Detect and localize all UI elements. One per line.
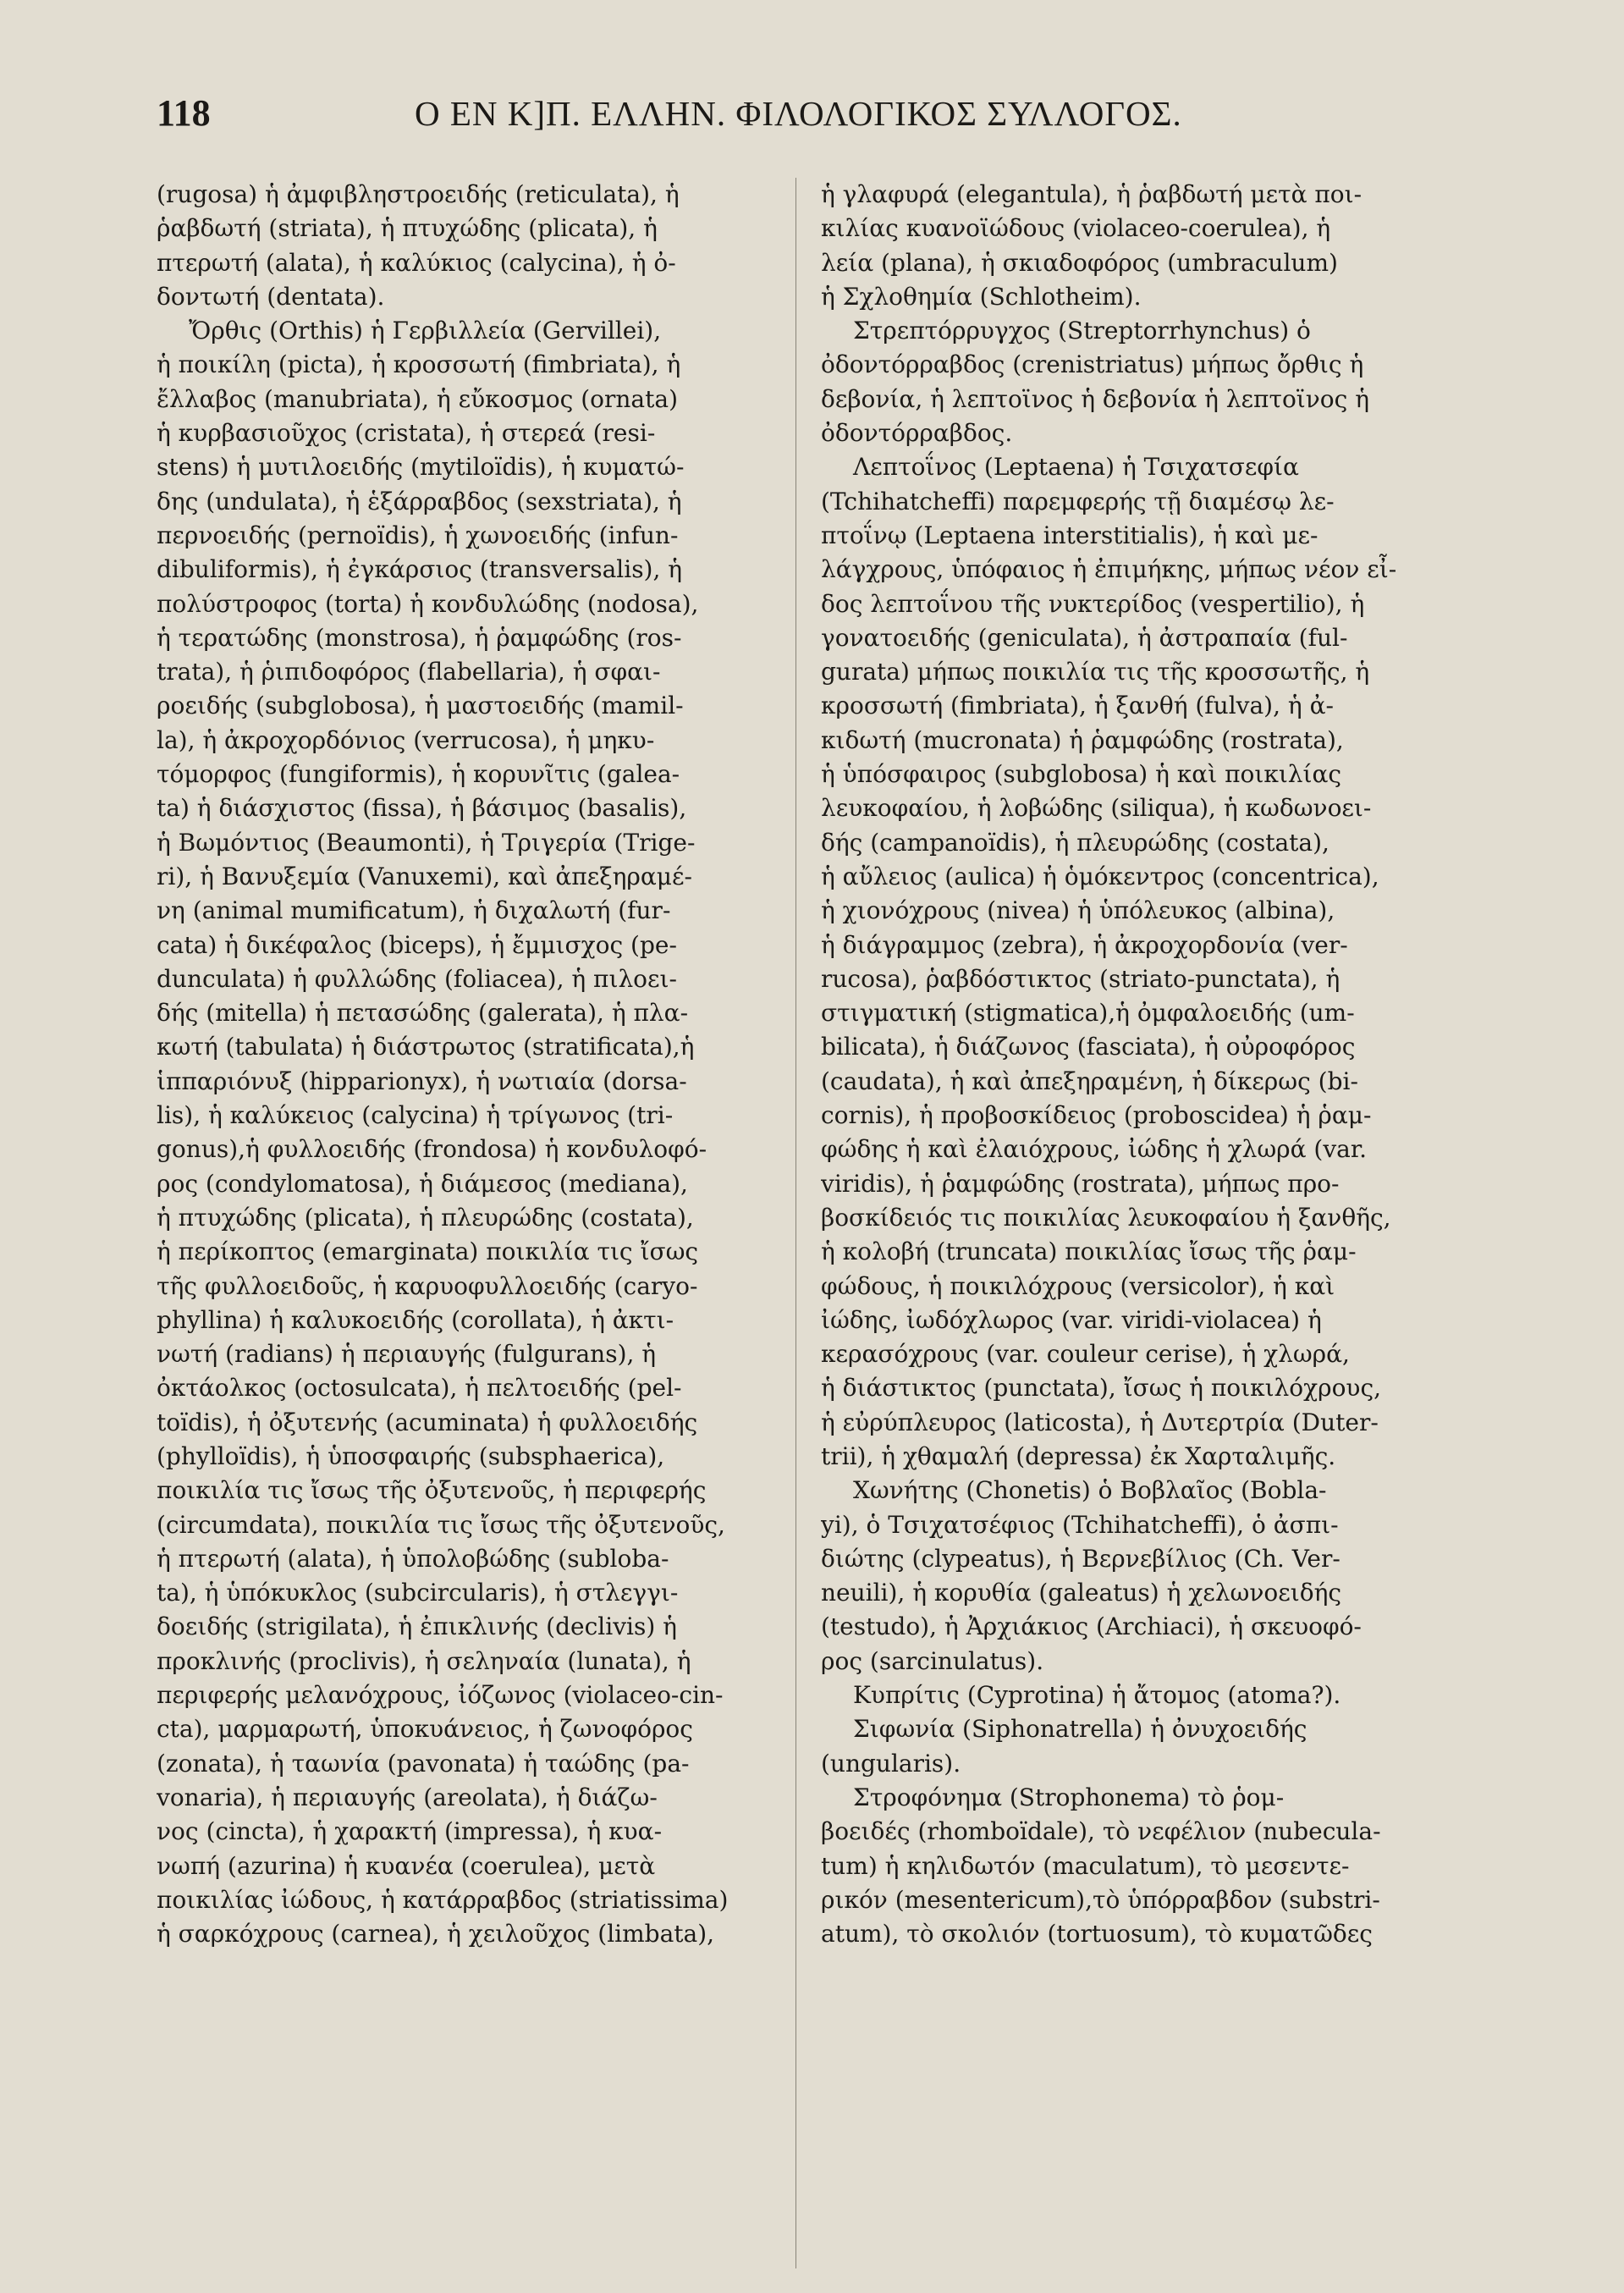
text-line: Ὄρθις (Orthis) ἡ Γερβιλλεία (Gervillei), bbox=[189, 317, 662, 345]
text-line: λάγχρους, ὑπόφαιος ἡ ἐπιμήκης, μήπως νέον εἶ- bbox=[821, 555, 1397, 584]
text-line: trii), ἡ χθαμαλή (depressa) ἐκ Χαρταλιμῆς. bbox=[821, 1441, 1336, 1470]
page-header bbox=[157, 91, 1240, 142]
running-head: Ο ΕΝ Κ]Π. ΕΛΛΗΝ. ΦΙΛΟΛΟΓΙΚΟΣ ΣΥΛΛΟΓΟΣ. bbox=[415, 94, 1182, 133]
text-line: δοειδής (strigilata), ἡ ἐπικλινής (declivis) ἡ bbox=[157, 1612, 677, 1641]
text-line: ἡ αὔλειος (aulica) ἡ ὁμόκεντρος (concentrica), bbox=[821, 862, 1379, 890]
text-line: la), ἡ ἀκροχορδόνιος (verrucosa), ἡ μηκυ- bbox=[157, 725, 655, 754]
text-line: ἰώδης, ἰωδόχλωρος (var. viridi-violacea) ἡ bbox=[821, 1305, 1322, 1334]
text-line: ἡ κυρβασιοῦχος (cristata), ἡ στερεά (resi- bbox=[157, 419, 656, 448]
text-line: (circumdata), ποικιλία τις ἴσως τῆς ὀξυτενοῦς, bbox=[157, 1510, 725, 1539]
text-line: δής (mitella) ἡ πετασώδης (galerata), ἡ πλα- bbox=[157, 999, 689, 1028]
text-line: vonaria), ἡ περιαυγής (areolata), ἡ διάζω- bbox=[157, 1783, 658, 1811]
text-line: gurata) μήπως ποικιλία τις τῆς κροσσωτῆς, ἡ bbox=[821, 658, 1370, 686]
text-line: gonus),ἡ φυλλοειδής (frondosa) ἡ κονδυλοφό- bbox=[157, 1135, 707, 1164]
left-column bbox=[157, 178, 774, 1951]
text-line: Στροφόνημα (Strophonema) τὸ ῥομ- bbox=[853, 1783, 1285, 1811]
text-line: Στρεπτόρρυγχος (Streptorrhynchus) ὁ bbox=[853, 317, 1311, 345]
text-line: viridis), ἡ ῥαμφώδης (rostrata), μήπως προ- bbox=[821, 1169, 1340, 1198]
text-line: Χωνήτης (Chonetis) ὁ Βοβλαῖος (Bobla- bbox=[853, 1476, 1327, 1505]
text-line: ροειδής (subglobosa), ἡ μαστοειδής (mamil- bbox=[157, 692, 684, 720]
text-line: βοσκίδειός τις ποικιλίας λευκοφαίου ἡ ξανθῆς, bbox=[821, 1203, 1391, 1232]
text-line: φώδης ἡ καὶ ἐλαιόχρους, ἰώδης ἡ χλωρά (var. bbox=[821, 1135, 1368, 1164]
text-line: ἡ ποικίλη (picta), ἡ κροσσωτή (fimbriata), ἡ bbox=[157, 350, 681, 379]
text-line: dibuliformis), ἡ ἐγκάρσιος (transversalis), ἡ bbox=[157, 555, 683, 584]
text-line: ἡ πτυχώδης (plicata), ἡ πλευρώδης (costata), bbox=[157, 1203, 694, 1232]
text-line: δής (campanoïdis), ἡ πλευρώδης (costata), bbox=[821, 828, 1329, 857]
text-line: ἡ τερατώδης (monstrosa), ἡ ῥαμφώδης (ros- bbox=[157, 623, 682, 652]
text-line: ὀδοντόρραβδος (crenistriatus) μήπως ὄρθις ἡ bbox=[821, 350, 1364, 379]
text-line: λεία (plana), ἡ σκιαδοφόρος (umbraculum) bbox=[821, 248, 1338, 277]
text-line: γονατοειδής (geniculata), ἡ ἀστραπαία (ful- bbox=[821, 623, 1348, 652]
text-line: cornis), ἡ προβοσκίδειος (proboscidea) ἡ ῥαμ- bbox=[821, 1101, 1372, 1130]
text-line: κερασόχρους (var. couleur cerise), ἡ χλωρά, bbox=[821, 1340, 1350, 1369]
text-line: ἡ σαρκόχρους (carnea), ἡ χειλοῦχος (limbata), bbox=[157, 1920, 715, 1948]
text-line: κιδωτή (mucronata) ἡ ῥαμφώδης (rostrata), bbox=[821, 725, 1344, 754]
text-line: διώτης (clypeatus), ἡ Βερνεβίλιος (Ch. Ver- bbox=[821, 1544, 1340, 1573]
page-number: 118 bbox=[157, 92, 211, 134]
text-line: (phylloïdis), ἡ ὑποσφαιρής (subsphaerica), bbox=[157, 1441, 665, 1470]
text-line: ἡ ὑπόσφαιρος (subglobosa) ἡ καὶ ποικιλίας bbox=[821, 760, 1342, 789]
text-line: ὀκτάολκος (octosulcata), ἡ πελτοειδής (pel- bbox=[157, 1374, 682, 1403]
text-line: ποικιλία τις ἴσως τῆς ὀξυτενοῦς, ἡ περιφερής bbox=[157, 1476, 707, 1505]
text-line: (ungularis). bbox=[821, 1749, 961, 1778]
text-line: ἡ διάστικτος (punctata), ἴσως ἡ ποικιλόχρους, bbox=[821, 1374, 1382, 1403]
text-line: ἡ γλαφυρά (elegantula), ἡ ῥαβδωτή μετὰ ποι- bbox=[821, 180, 1363, 208]
text-line: ἡ περίκοπτος (emarginata) ποικιλία τις ἴσως bbox=[157, 1237, 699, 1266]
text-line: cata) ἡ δικέφαλος (biceps), ἡ ἔμμισχος (pe- bbox=[157, 930, 677, 959]
text-line: ἡ πτερωτή (alata), ἡ ὑπολοβώδης (subloba- bbox=[157, 1544, 669, 1573]
text-line: δης (undulata), ἡ ἑξάρραβδος (sexstriata), ἡ bbox=[157, 487, 682, 515]
text-line: πολύστροφος (torta) ἡ κονδυλώδης (nodosa), bbox=[157, 589, 699, 618]
text-line: ὀδοντόρραβδος. bbox=[821, 419, 1013, 448]
text-line: ta), ἡ ὑπόκυκλος (subcircularis), ἡ στλεγγι- bbox=[157, 1579, 679, 1607]
text-line: toïdis), ἡ ὀξυτενής (acuminata) ἡ φυλλοειδής bbox=[157, 1408, 698, 1436]
text-line: φώδους, ἡ ποικιλόχρους (versicolor), ἡ καὶ bbox=[821, 1271, 1335, 1300]
text-line: στιγματική (stigmatica),ἡ ὀμφαλοειδής (um- bbox=[821, 999, 1355, 1028]
text-line: bilicata), ἡ διάζωνος (fasciata), ἡ οὐροφόρος bbox=[821, 1033, 1356, 1061]
text-line: κροσσωτή (fimbriata), ἡ ξανθή (fulva), ἡ ἀ- bbox=[821, 692, 1334, 720]
text-line: κωτή (tabulata) ἡ διάστρωτος (stratificata),ἡ bbox=[157, 1033, 695, 1061]
text-line: προκλινής (proclivis), ἡ σεληναία (lunata), ἡ bbox=[157, 1646, 691, 1675]
text-line: ρικόν (mesentericum),τὸ ὑπόρραβδον (substri- bbox=[821, 1885, 1380, 1914]
text-line: ἡ χιονόχρους (nivea) ἡ ὑπόλευκος (albina), bbox=[821, 896, 1335, 925]
text-line: λευκοφαίου, ἡ λοβώδης (siliqua), ἡ κωδωνοει- bbox=[821, 794, 1372, 823]
text-line: cta), μαρμαρωτή, ὑποκυάνειος, ἡ ζωνοφόρος bbox=[157, 1715, 693, 1744]
text-line: τῆς φυλλοειδοῦς, ἡ καρυοφυλλοειδής (caryo- bbox=[157, 1271, 698, 1300]
text-line: stens) ἡ μυτιλοειδής (mytiloïdis), ἡ κυματώ- bbox=[157, 453, 685, 482]
text-line: atum), τὸ σκολιόν (tortuosum), τὸ κυματῶδες bbox=[821, 1920, 1373, 1948]
text-line: Κυπρίτις (Cyprotina) ἡ ἄτομος (atoma?). bbox=[853, 1681, 1341, 1710]
text-line: δεβονία, ἡ λεπτοϊνος ἡ δεβονία ἡ λεπτοϊνος ἡ bbox=[821, 384, 1370, 413]
text-line: ri), ἡ Βανυξεμία (Vanuxemi), καὶ ἀπεξηραμέ- bbox=[157, 862, 692, 890]
text-line: ρος (condylomatosa), ἡ διάμεσος (mediana), bbox=[157, 1169, 688, 1198]
text-line: ἱππαριόνυξ (hipparionyx), ἡ νωτιαία (dorsa- bbox=[157, 1067, 687, 1095]
text-line: περιφερής μελανόχρους, ἰόζωνος (violaceo-cin- bbox=[157, 1681, 724, 1710]
text-line: περνοειδής (pernoïdis), ἡ χωνοειδής (infun- bbox=[157, 521, 679, 549]
text-line: ρος (sarcinulatus). bbox=[821, 1646, 1044, 1675]
text-line: κιλίας κυανοϊώδους (violaceo-coerulea), ἡ bbox=[821, 214, 1331, 243]
text-line: trata), ἡ ῥιπιδοφόρος (flabellaria), ἡ σφαι- bbox=[157, 658, 661, 686]
text-line: dunculata) ἡ φυλλώδης (foliacea), ἡ πιλοει- bbox=[157, 964, 677, 993]
text-line: ta) ἡ διάσχιστος (fissa), ἡ βάσιμος (basalis), bbox=[157, 794, 687, 823]
text-line: νη (animal mumificatum), ἡ διχαλωτή (fur- bbox=[157, 896, 671, 925]
text-line: neuili), ἡ κορυθία (galeatus) ἡ χελωνοειδής bbox=[821, 1579, 1342, 1607]
text-line: phyllina) ἡ καλυκοειδής (corollata), ἡ ἀκτι- bbox=[157, 1305, 674, 1334]
text-line: ἡ εὐρύπλευρος (laticosta), ἡ Δυτερτρία (Duter- bbox=[821, 1408, 1379, 1436]
text-line: πτερωτή (alata), ἡ καλύκιος (calycina), ἡ ὀ- bbox=[157, 248, 676, 277]
text-line: δοντωτή (dentata). bbox=[157, 282, 385, 311]
text-line: Σιφωνία (Siphonatrella) ἡ ὀνυχοειδής bbox=[853, 1715, 1307, 1744]
text-line: νωτή (radians) ἡ περιαυγής (fulgurans), ἡ bbox=[157, 1340, 657, 1369]
text-line: tum) ἡ κηλιδωτόν (maculatum), τὸ μεσεντε- bbox=[821, 1851, 1350, 1880]
text-line: ἡ Βωμόντιος (Beaumonti), ἡ Τριγερία (Trige- bbox=[157, 828, 696, 857]
text-line: ἡ διάγραμμος (zebra), ἡ ἀκροχορδονία (ver- bbox=[821, 930, 1348, 959]
text-line: ἔλλαβος (manubriata), ἡ εὔκοσμος (ornata) bbox=[157, 384, 678, 413]
text-line: νωπή (azurina) ἡ κυανέα (coerulea), μετὰ bbox=[157, 1851, 656, 1880]
text-line: Λεπτοΐνος (Leptaena) ἡ Τσιχατσεφία bbox=[853, 453, 1299, 482]
column-divider bbox=[795, 178, 796, 2268]
text-line: lis), ἡ καλύκειος (calycina) ἡ τρίγωνος (tri- bbox=[157, 1101, 674, 1130]
text-line: yi), ὁ Τσιχατσέφιος (Tchihatcheffi), ὁ ἀσπι- bbox=[821, 1510, 1339, 1539]
text-line: rucosa), ῥαβδόστικτος (striato-punctata), ἡ bbox=[821, 964, 1340, 993]
text-line: ποικιλίας ἰώδους, ἡ κατάρραβδος (striatissima) bbox=[157, 1885, 729, 1914]
text-line: τόμορφος (fungiformis), ἡ κορυνῖτις (galea- bbox=[157, 760, 680, 789]
text-line: (caudata), ἡ καὶ ἀπεξηραμένη, ἡ δίκερως (bi- bbox=[821, 1067, 1358, 1095]
text-line: ἡ Σχλοθημία (Schlotheim). bbox=[821, 282, 1142, 311]
text-line: (testudo), ἡ Ἀρχιάκιος (Archiaci), ἡ σκευοφό- bbox=[821, 1612, 1362, 1641]
text-line: πτοΐνῳ (Leptaena interstitialis), ἡ καὶ με- bbox=[821, 521, 1318, 549]
text-line: δος λεπτοΐνου τῆς νυκτερίδος (vespertilio), ἡ bbox=[821, 589, 1365, 618]
text-line: (Tchihatcheffi) παρεμφερής τῇ διαμέσῳ λε- bbox=[821, 487, 1335, 515]
right-column bbox=[821, 178, 1489, 1951]
text-line: (rugosa) ἡ ἀμφιβληστροειδής (reticulata), ἡ bbox=[157, 180, 680, 208]
text-line: ἡ κολοβή (truncata) ποικιλίας ἴσως τῆς ῥαμ- bbox=[821, 1237, 1357, 1266]
text-line: ῥαβδωτή (striata), ἡ πτυχώδης (plicata), ἡ bbox=[157, 214, 658, 243]
text-line: νος (cincta), ἡ χαρακτή (impressa), ἡ κυα- bbox=[157, 1817, 663, 1846]
text-line: βοειδές (rhomboïdale), τὸ νεφέλιον (nubecula- bbox=[821, 1817, 1381, 1846]
text-line: (zonata), ἡ ταωνία (pavonata) ἡ ταώδης (pa- bbox=[157, 1749, 690, 1778]
